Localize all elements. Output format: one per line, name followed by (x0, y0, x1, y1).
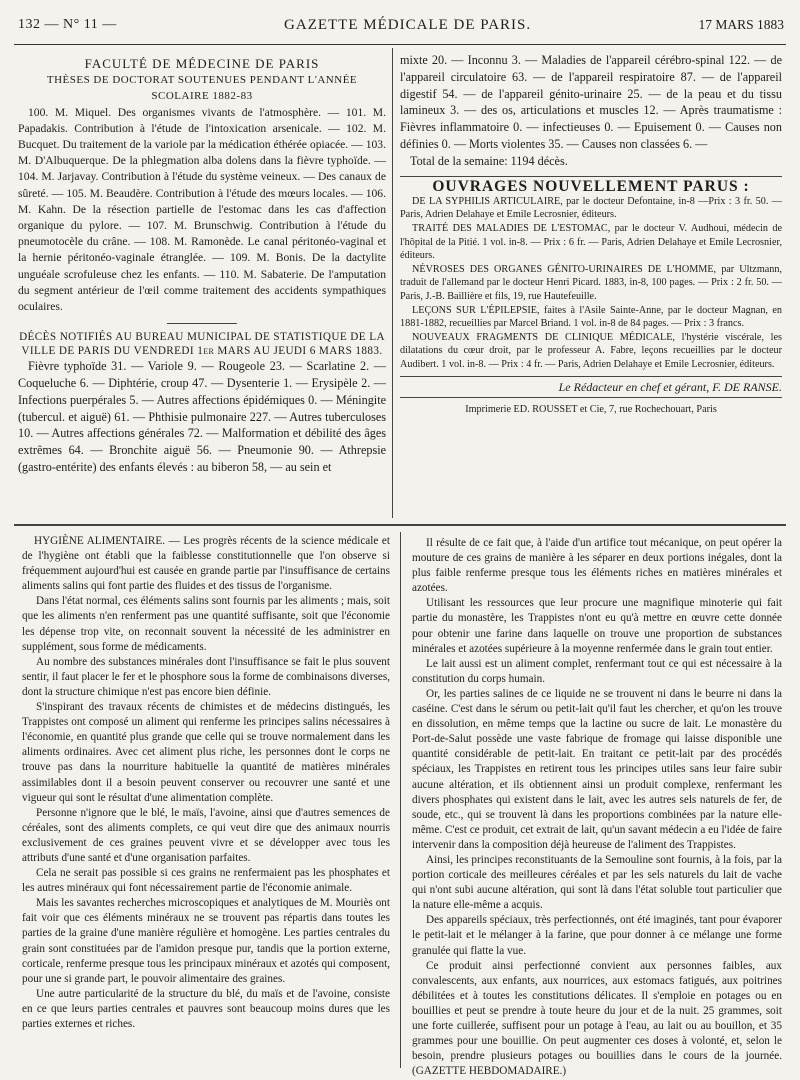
ouvrage-item-1: DE LA SYPHILIS ARTICULAIRE, par le docteur Defontaine, in-8 —Prix : 3 fr. 50. — Paris, Adrien Delahaye et Emile Lecrosnier, éditeurs. (400, 195, 782, 221)
hygiene-left-column (22, 534, 390, 1032)
deces-continued: mixte 20. — Inconnu 3. — Maladies de l'appareil cérébro-spinal 122. — de l'appareil circulatoire 63. — de l'appareil respiratoire 87. — de l'appareil digestif 54. — de l'appareil génito-urinaire 25. — de la peau et du tissu lamineux 3. — des os, articulations et muscles 12. — Après traumatisme : Fièvres inflammatoire 0. — infectieuses 0. — Epuisement 0. — Causes non définies 0. — Morts violentes 35. — Causes non classées 6. — (400, 53, 782, 151)
hygiene-paragraph: Personne n'ignore que le blé, le maïs, l'avoine, ainsi que d'autres semences de céréales, sont des aliments complets, ce qui veut dire que des animaux nourris exclusivement de ces graines peuvent vivre et se développer avec tous les attributs d'une santé et d'une organisation parfaites. (22, 806, 390, 864)
theses-body: 100. M. Miquel. Des organismes vivants de l'atmosphère. — 101. M. Papadakis. Contribution à l'étude de l'intoxication arsenicale. — 102. M. Bucquet. Du traitement de la variole par la médication éthérée opiacée. — 103. M. D'Albuquerque. De la phlegmation alba dolens dans la fièvre typhoïde. — 104. M. Jarjavay. Contribution à l'étude du système veineux. — Des canaux de sûreté. — 105. M. Beaudère. Contribution à l'étude des mœurs locales. — 106. M. Kahn. De la résection partielle de l'estomac dans les cas d'affection organique du pylore. — 107. M. Brunschwig. Contribution à l'étude du pneumotocèle du crâne. — 108. M. Ramonède. Le canal péritonéo-vaginal et la hernie péritonéo-vaginale étranglée. — 109. M. Bonis. De la dactylite unguéale scrofuleuse chez les enfants. — 110. M. Sabaterie. De l'amputation du segment antérieur de l'œil comme traitement des accidents sympathiques oculaires. (18, 105, 386, 314)
upper-column-divider (392, 48, 393, 518)
theses-subtitle: THÈSES DE DOCTORAT SOUTENUES PENDANT L'ANNÉE SCOLAIRE 1882-83 (46, 74, 358, 103)
section-divider (167, 323, 237, 324)
ouvrage-item-3: NÉVROSES DES ORGANES GÉNITO-URINAIRES DE L'HOMME, par Ultzmann, traduit de l'allemand par le docteur Henri Picard. 1883, in-8, 100 pages. — Prix : 2 fr. 50. — Paris, J.-B. Baillière et fils, 19, rue Hautefeuille. (400, 263, 782, 302)
hygiene-paragraph: Or, les parties salines de ce liquide ne se trouvent ni dans le beurre ni dans la caséine. C'est dans le sérum ou petit-lait qu'il faut les chercher, et qu'on les trouve en dissolution, en même temps que la lactine ou sucre de lait. Le monastère du Port-de-Salut possède une vaste fabrique de fromage qui laisse disponible une quantité considérable de petit-lait. En traitant ce petit-lait par des procédés spéciaux, les Trappistes en retirent tous les principes utiles sans leur faire subir aucune altération, et ils obtiennent ainsi un produit complexe, renfermant les divers phosphates qui existent dans le lait, avec les autres sels naturels de fer, de soude, etc., qui se trouvent là dans les proportions combinées par la nature elle-même. C'est ce produit, cet extrait de lait, qu'un savant médecin a eu l'idée de faire intervenir dans la composition déjà heureuse de l'aliment des Trappistes. (412, 687, 782, 851)
page-header (18, 12, 784, 38)
issue-date: 17 MARS 1883 (698, 17, 784, 32)
hygiene-lead: HYGIÈNE ALIMENTAIRE. (34, 535, 166, 547)
theses-title: FACULTÉ DE MÉDECINE DE PARIS (84, 56, 320, 71)
upper-left-column (18, 56, 386, 476)
hygiene-paragraph: Mais les savantes recherches microscopiques et analytiques de M. Mouriès ont fait voir que ces éléments minéraux ne se trouvent pas répartis dans toutes les parties de la graine d'une manière régulière et homogène. Les parties centrales du grain sont constituées par de l'amidon presque pur, tandis que la portion externe, corticale, renferme presque tous les principaux minéraux et azotés qui composent, pour une si grande part, le pouvoir alimentaire des graines. (22, 897, 390, 985)
hygiene-paragraph: — Les progrès récents de la science médicale et de l'hygiène ont établi que la faiblesse constitutionnelle que l'on observe si fréquemment aujourd'hui est causée en grande partie par l'insuffisance de certains aliments salins qui font partie des fluides et des tissus de l'organisme. (22, 535, 390, 593)
signature-rule (400, 376, 782, 377)
upper-right-column (400, 52, 782, 418)
ouvrages-title: OUVRAGES NOUVELLEMENT PARUS : (432, 177, 750, 195)
hygiene-paragraph: S'inspirant des travaux récents de chimistes et de médecins distingués, les Trappistes ont composé un aliment qui renferme les principes salins nécessaires à l'économie, en quantité plus grande que celle qui se trouve normalement dans les aliments ordinaires. Avec cet aliment plus riche, les personnes dont le corps ne trouve pas dans la nourriture habituelle la quantité de matières minérales assimilables dont il a besoin peuvent conserver ou recouvrer une santé et une vigueur qui sont le résultat d'une alimentation complète. (22, 701, 390, 804)
middle-rule (14, 524, 786, 526)
hygiene-right-column (412, 536, 782, 1079)
header-rule (14, 44, 786, 45)
deces-title: DÉCÈS NOTIFIÉS AU BUREAU MUNICIPAL DE STATISTIQUE DE LA VILLE DE PARIS DU VENDREDI 1er MARS AU JEUDI 6 MARS 1883. (19, 331, 385, 358)
editor-signature: Le Rédacteur en chef et gérant, F. DE RANSE. (558, 379, 782, 394)
journal-title: GAZETTE MÉDICALE DE PARIS. (284, 16, 532, 33)
hygiene-paragraph: Utilisant les ressources que leur procure une magnifique minoterie qui fait partie du monastère, les Trappistes n'ont eu qu'à mettre en œuvre cette donnée pour obtenir une farine dans laquelle on trouve une proportion de substances minérales et azotées supérieure à la moyenne renfermée dans le grain tout entier. (412, 597, 782, 655)
hygiene-paragraph: Ce produit ainsi perfectionné convient aux personnes faibles, aux convalescents, aux enfants, aux nourrices, aux estomacs fatigués, aux poitrines débilitées et à toutes les constitutions délicates. Il s'emploie en potages ou en bouillies et peut se prendre à toute heure du jour et de la nuit. 25 grammes, soit une forte cuillerée, suffisent pour un potage à l'eau, au lait ou au bouillon, et 35 grammes pour une bouillie. On peut augmenter ces doses à volonté, et, selon le besoin, prendre plusieurs potages ou bouillies dans le cours de la journée. (GAZETTE HEBDOMADAIRE.) (412, 959, 782, 1078)
page-number: 132 — N° 11 — (18, 17, 117, 32)
hygiene-paragraph: Des appareils spéciaux, très perfectionnés, ont été imaginés, tant pour évaporer le petit-lait et le mélanger à la farine, que pour donner à ce mélange une forme granulée qui flatte la vue. (412, 914, 782, 957)
ouvrage-item-5: NOUVEAUX FRAGMENTS DE CLINIQUE MÉDICALE, l'hystérie viscérale, les dilatations du cœur droit, par le professeur A. Fabre, leçons recueillies par le docteur Audibert. 1 vol. in-8. — Prix : 4 fr. — Paris, Adrien Delahaye et Emile Lecrosnier, éditeurs. (400, 331, 782, 370)
hygiene-paragraph: Au nombre des substances minérales dont l'insuffisance se fait le plus souvent sentir, il faut placer le fer et le phosphore sous la forme de combinaisons diverses, dont la structure chimique n'est pas encore bien définie. (22, 655, 390, 698)
imprimerie-rule (400, 397, 782, 398)
lower-column-divider (400, 532, 401, 1068)
printer-line: Imprimerie ED. ROUSSET et Cie, 7, rue Rochechouart, Paris (465, 403, 717, 415)
section-divider-right (400, 176, 782, 177)
ouvrage-item-4: LEÇONS SUR L'ÉPILEPSIE, faites à l'Asile Sainte-Anne, par le docteur Magnan, en 1881-1882, recueillies par Marcel Briand. 1 vol. in-8 de 84 pages. — Prix : 3 francs. (400, 304, 782, 330)
hygiene-paragraph: Le lait aussi est un aliment complet, renfermant tout ce qui est nécessaire à la constitution du corps humain. (412, 657, 782, 685)
hygiene-paragraph: Dans l'état normal, ces éléments salins sont fournis par les aliments ; mais, soit que les aliments n'en renferment pas une quantité suffisante, soit que l'économie les dépense trop vite, on reconnait souvent la nécessité de les administrer en supplément, sous forme de médicaments. (22, 595, 390, 653)
hygiene-paragraph: Il résulte de ce fait que, à l'aide d'un artifice tout mécanique, on peut opérer la mouture de ces grains de manière à les séparer en deux portions inégales, dont la plus faible renferme presque tous les éléments riches en matières minérales et azotées. (412, 537, 782, 595)
hygiene-paragraph: Ainsi, les principes reconstituants de la Semouline sont fournis, à la fois, par la portion corticale des meilleures céréales et par les sels naturels du lait de vache qui n'ont subi aucune altération, qui sont là dans l'état soluble tout particulier que la nature elle-même a acquis. (412, 853, 782, 912)
hygiene-paragraph: Une autre particularité de la structure du blé, du maïs et de l'avoine, consiste en ce que leurs parties centrales et pauvres sont beaucoup moins dures que les parties externes et riches. (22, 987, 390, 1030)
hygiene-paragraph: Cela ne serait pas possible si ces grains ne renfermaient pas les phosphates et les autres minéraux qui font nécessairement partie de l'économie animale. (22, 867, 390, 895)
deces-total: Total de la semaine: 1194 décès. (410, 153, 568, 168)
deces-body: Fièvre typhoïde 31. — Variole 9. — Rougeole 23. — Scarlatine 2. — Coqueluche 6. — Diphtérie, croup 47. — Dysenterie 1. — Erysipèle 2. — Infections puerpérales 5. — Autres affections épidémiques 0. — Méningite (tubercul. et aiguë) 61. — Phthisie pulmonaire 227. — Autres tuberculoses 10. — Autres affections générales 72. — Malformation et débilité des âges extrêmes 64. — Bronchite aiguë 56. — Pneumonie 90. — Athrepsie (gastro-entérite) des enfants élevés : au biberon 58, — au sein et (18, 359, 386, 475)
ouvrage-item-2: TRAITÉ DES MALADIES DE L'ESTOMAC, par le docteur V. Audhoui, médecin de l'hôpital de la Pitié. 1 vol. in-8. — Prix : 6 fr. — Paris, Adrien Delahaye et Emile Lecrosnier, éditeurs. (400, 222, 782, 262)
